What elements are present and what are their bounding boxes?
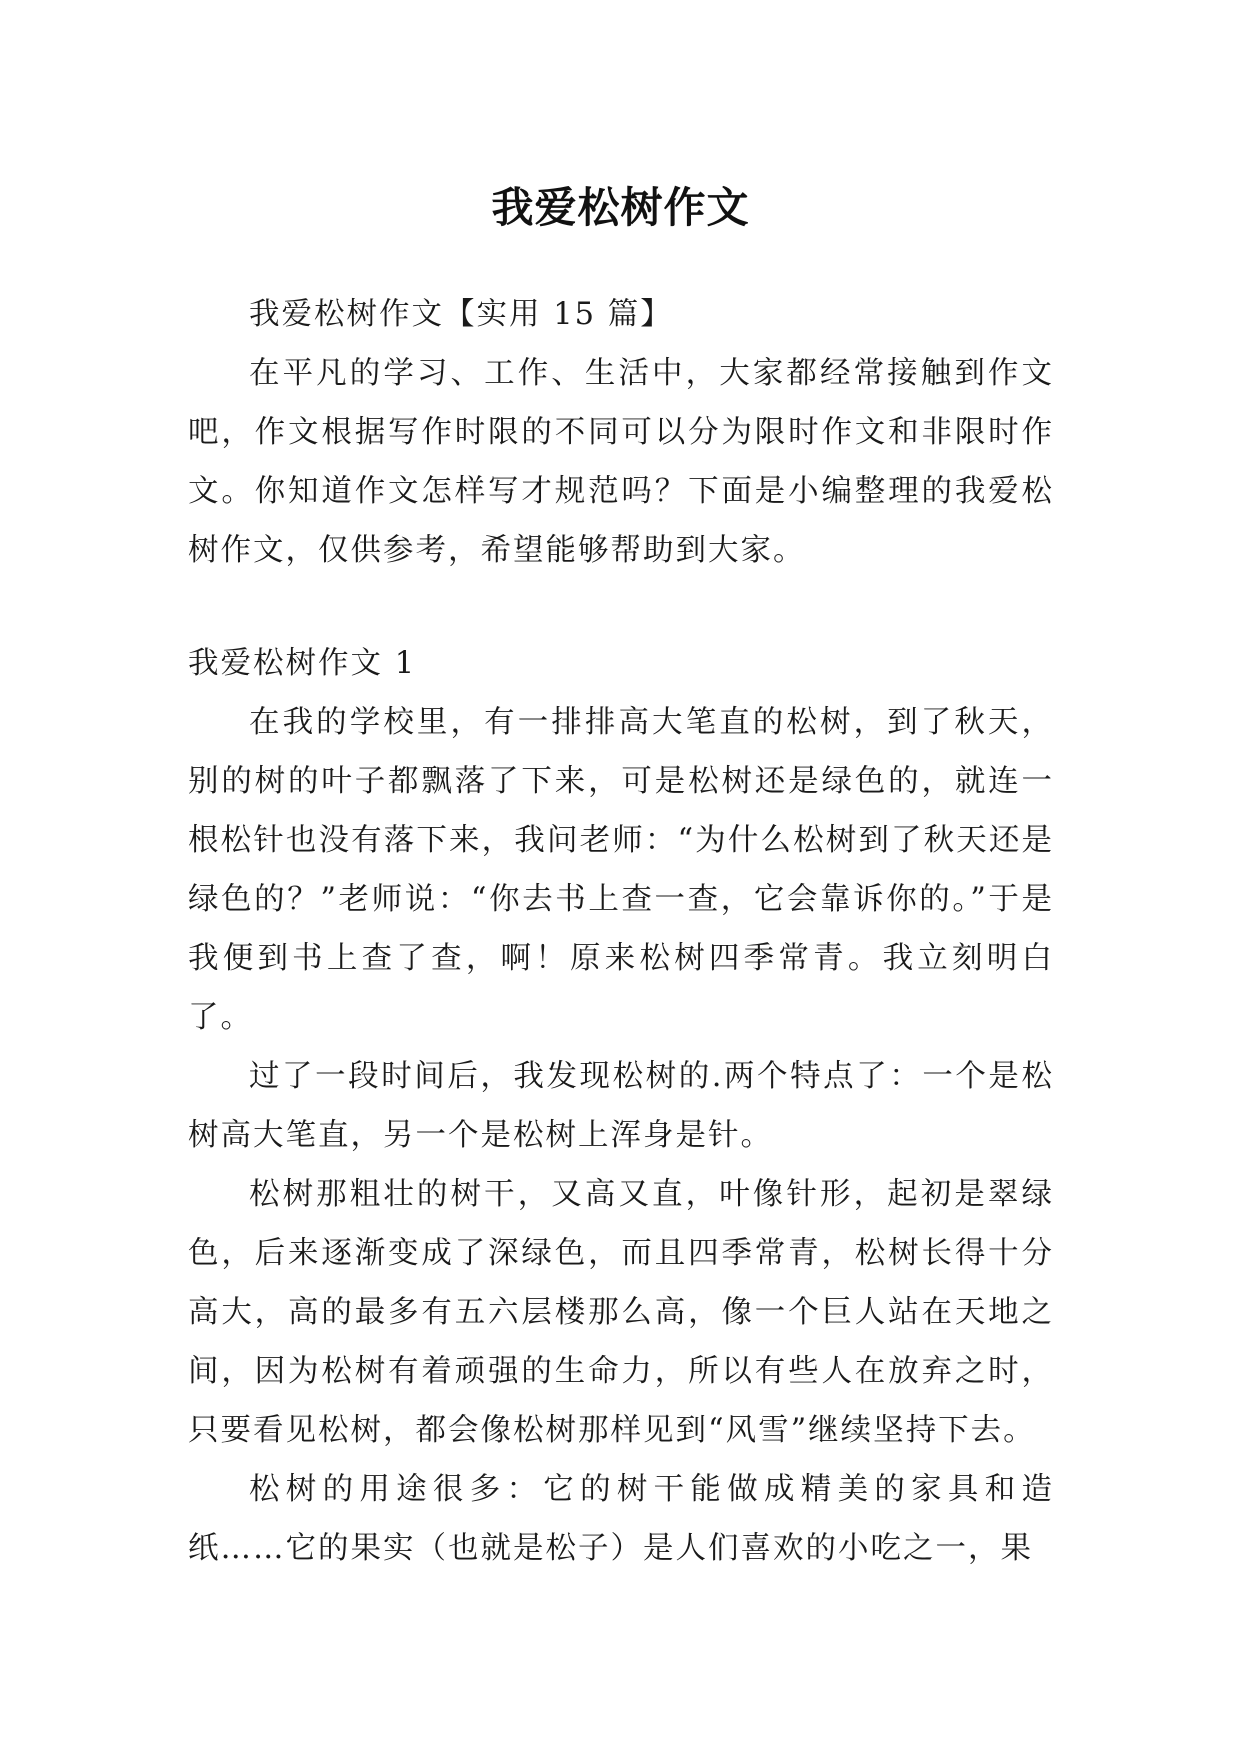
body-paragraph: 松树那粗壮的树干，又高又直，叶像针形，起初是翠绿色，后来逐渐变成了深绿色，而且四季常青，松树长得十分高大，高的最多有五六层楼那么高，像一个巨人站在天地之间，因为松树有着顽强的生命力，所以有些人在放弃之时，只要看见松树，都会像松树那样见到“风雪”继续坚持下去。	[188, 1177, 1054, 1448]
body-paragraph: 松树的用途很多：它的树干能做成精美的家具和造纸……它的果实（也就是松子）是人们喜欢的小吃之一，果	[188, 1472, 1054, 1566]
body-paragraph: 过了一段时间后，我发现松树的.两个特点了：一个是松树高大笔直，另一个是松树上浑身是针。	[188, 1059, 1054, 1153]
section-spacer	[188, 580, 1054, 634]
body-paragraph: 在我的学校里，有一排排高大笔直的松树，到了秋天，别的树的叶子都飘落了下来，可是松树还是绿色的，就连一根松针也没有落下来，我问老师：“为什么松树到了秋天还是绿色的？”老师说：“你去书上查一查，它会靠诉你的。”于是我便到书上查了查，啊！原来松树四季常青。我立刻明白了。	[188, 705, 1054, 1035]
section-heading: 我爱松树作文 1	[188, 646, 417, 681]
subtitle-paragraph: 我爱松树作文【实用 15 篇】	[249, 297, 673, 332]
intro-paragraph: 在平凡的学习、工作、生活中，大家都经常接触到作文吧，作文根据写作时限的不同可以分为限时作文和非限时作文。你知道作文怎样写才规范吗？下面是小编整理的我爱松树作文，仅供参考，希望能够帮助到大家。	[188, 356, 1054, 568]
document-body	[188, 285, 1054, 1578]
document-title: 我爱松树作文	[491, 183, 750, 233]
